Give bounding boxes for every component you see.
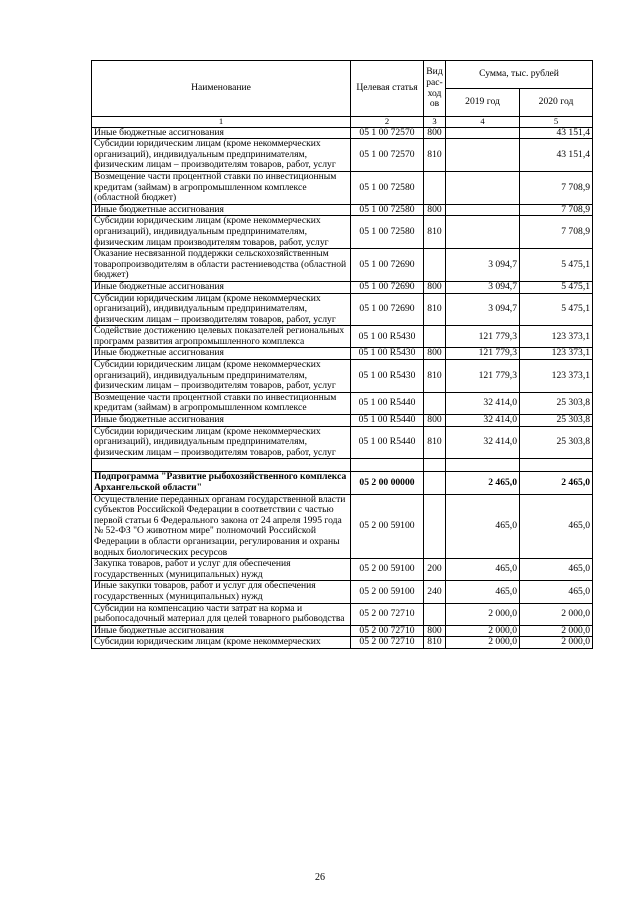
cell-sum-2020: 5 475,1 bbox=[520, 293, 593, 326]
cell-name: Иные бюджетные ассигнования bbox=[92, 127, 351, 139]
cell-type: 800 bbox=[424, 348, 446, 360]
cell-sum-2019: 3 094,7 bbox=[446, 293, 520, 326]
cell-article: 05 1 00 R5430 bbox=[351, 360, 424, 393]
cell-article: 05 1 00 R5440 bbox=[351, 415, 424, 427]
cell-name: Возмещение части процентной ставки по инвестиционным кредитам (займам) в агропромышленном комплексе bbox=[92, 392, 351, 414]
column-number: 5 bbox=[520, 117, 593, 128]
cell-article: 05 1 00 R5430 bbox=[351, 348, 424, 360]
cell-sum-2020: 465,0 bbox=[520, 581, 593, 603]
table-row bbox=[92, 171, 593, 204]
cell-sum-2019: 465,0 bbox=[446, 559, 520, 581]
cell-sum-2020: 7 708,9 bbox=[520, 171, 593, 204]
cell-sum-2019: 3 094,7 bbox=[446, 281, 520, 293]
table-row bbox=[92, 415, 593, 427]
column-number-row bbox=[92, 117, 593, 128]
cell-article: 05 2 00 72710 bbox=[351, 603, 424, 625]
cell-sum-2020: 465,0 bbox=[520, 559, 593, 581]
cell-name: Субсидии юридическим лицам (кроме некоммерческих организаций), индивидуальным предпринимателям, физическим лицам производителям товаров, работ, услуг bbox=[92, 216, 351, 249]
header-sum: Сумма, тыс. рублей bbox=[446, 61, 593, 89]
cell-name: Субсидии юридическим лицам (кроме некоммерческих bbox=[92, 637, 351, 649]
cell-name: Субсидии юридическим лицам (кроме некоммерческих организаций), индивидуальным предпринимателям, физическим лицам – производителям товаров, работ, услуг bbox=[92, 360, 351, 393]
table-row bbox=[92, 326, 593, 348]
cell-sum-2019: 121 779,3 bbox=[446, 326, 520, 348]
cell-sum-2019: 32 414,0 bbox=[446, 415, 520, 427]
cell-article: 05 1 00 72580 bbox=[351, 216, 424, 249]
cell-article: 05 1 00 72570 bbox=[351, 139, 424, 172]
cell-sum-2020: 25 303,8 bbox=[520, 392, 593, 414]
cell-name bbox=[92, 459, 351, 472]
table-row bbox=[92, 637, 593, 649]
cell-name: Иные бюджетные ассигнования bbox=[92, 415, 351, 427]
header-year-2020: 2020 год bbox=[520, 89, 593, 117]
table-row bbox=[92, 459, 593, 472]
cell-sum-2020: 2 465,0 bbox=[520, 472, 593, 494]
cell-sum-2020: 25 303,8 bbox=[520, 426, 593, 459]
cell-sum-2020: 7 708,9 bbox=[520, 204, 593, 216]
table-row bbox=[92, 281, 593, 293]
cell-name: Иные бюджетные ассигнования bbox=[92, 348, 351, 360]
cell-sum-2019 bbox=[446, 171, 520, 204]
cell-sum-2019: 121 779,3 bbox=[446, 360, 520, 393]
cell-article: 05 1 00 72690 bbox=[351, 249, 424, 282]
cell-sum-2020: 25 303,8 bbox=[520, 415, 593, 427]
cell-type: 810 bbox=[424, 293, 446, 326]
cell-type bbox=[424, 603, 446, 625]
cell-sum-2020: 5 475,1 bbox=[520, 281, 593, 293]
cell-sum-2019: 32 414,0 bbox=[446, 426, 520, 459]
cell-type bbox=[424, 459, 446, 472]
cell-article bbox=[351, 459, 424, 472]
cell-sum-2020: 43 151,4 bbox=[520, 127, 593, 139]
table-row bbox=[92, 204, 593, 216]
cell-name: Иные закупки товаров, работ и услуг для обеспечения государственных (муниципальных) нужд bbox=[92, 581, 351, 603]
cell-type bbox=[424, 171, 446, 204]
cell-sum-2019 bbox=[446, 139, 520, 172]
cell-sum-2019: 465,0 bbox=[446, 494, 520, 559]
cell-article: 05 1 00 72580 bbox=[351, 171, 424, 204]
cell-name: Оказание несвязанной поддержки сельскохозяйственным товаропроизводителям в области растениеводства (областной бюджет) bbox=[92, 249, 351, 282]
page-number: 26 bbox=[315, 872, 325, 883]
header-article: Целевая статья bbox=[351, 61, 424, 117]
cell-article: 05 1 00 R5440 bbox=[351, 392, 424, 414]
cell-name: Субсидии юридическим лицам (кроме некоммерческих организаций), индивидуальным предпринимателям, физическим лицам – производителям товаров, работ, услуг bbox=[92, 293, 351, 326]
cell-sum-2019 bbox=[446, 459, 520, 472]
table-row bbox=[92, 127, 593, 139]
cell-sum-2019 bbox=[446, 127, 520, 139]
cell-sum-2019: 2 000,0 bbox=[446, 625, 520, 637]
table-row bbox=[92, 603, 593, 625]
cell-sum-2020: 2 000,0 bbox=[520, 603, 593, 625]
column-number: 2 bbox=[351, 117, 424, 128]
cell-article: 05 1 00 R5430 bbox=[351, 326, 424, 348]
cell-name: Иные бюджетные ассигнования bbox=[92, 204, 351, 216]
table-row bbox=[92, 348, 593, 360]
cell-sum-2020: 2 000,0 bbox=[520, 637, 593, 649]
cell-article: 05 1 00 72690 bbox=[351, 293, 424, 326]
table-row bbox=[92, 293, 593, 326]
cell-type: 800 bbox=[424, 415, 446, 427]
cell-article: 05 1 00 72580 bbox=[351, 204, 424, 216]
cell-article: 05 2 00 72710 bbox=[351, 625, 424, 637]
cell-sum-2019: 465,0 bbox=[446, 581, 520, 603]
cell-type: 810 bbox=[424, 216, 446, 249]
table-row bbox=[92, 472, 593, 494]
table-row bbox=[92, 139, 593, 172]
column-number: 4 bbox=[446, 117, 520, 128]
cell-type: 200 bbox=[424, 559, 446, 581]
cell-sum-2020: 43 151,4 bbox=[520, 139, 593, 172]
cell-sum-2020 bbox=[520, 459, 593, 472]
cell-sum-2020: 123 373,1 bbox=[520, 360, 593, 393]
column-number: 3 bbox=[424, 117, 446, 128]
cell-article: 05 1 00 72690 bbox=[351, 281, 424, 293]
table-row bbox=[92, 392, 593, 414]
cell-sum-2019 bbox=[446, 216, 520, 249]
cell-sum-2020: 123 373,1 bbox=[520, 326, 593, 348]
cell-name: Субсидии юридическим лицам (кроме некоммерческих организаций), индивидуальным предпринимателям, физическим лицам – производителям товаров, работ, услуг bbox=[92, 139, 351, 172]
cell-sum-2020: 5 475,1 bbox=[520, 249, 593, 282]
table-row bbox=[92, 216, 593, 249]
cell-type: 800 bbox=[424, 281, 446, 293]
cell-type: 800 bbox=[424, 625, 446, 637]
column-number: 1 bbox=[92, 117, 351, 128]
cell-sum-2019: 2 465,0 bbox=[446, 472, 520, 494]
cell-article: 05 1 00 72570 bbox=[351, 127, 424, 139]
cell-name: Подпрограмма "Развитие рыбохозяйственного комплекса Архангельской области" bbox=[92, 472, 351, 494]
cell-type: 800 bbox=[424, 204, 446, 216]
cell-sum-2019: 2 000,0 bbox=[446, 637, 520, 649]
cell-sum-2019: 32 414,0 bbox=[446, 392, 520, 414]
cell-name: Содействие достижению целевых показателей региональных программ развития агропромышленного комплекса bbox=[92, 326, 351, 348]
cell-type: 810 bbox=[424, 426, 446, 459]
header-year-2019: 2019 год bbox=[446, 89, 520, 117]
table-row bbox=[92, 426, 593, 459]
cell-name: Возмещение части процентной ставки по инвестиционным кредитам (займам) в агропромышленном комплексе (областной бюджет) bbox=[92, 171, 351, 204]
table-row bbox=[92, 494, 593, 559]
header-name: Наименование bbox=[92, 61, 351, 117]
cell-name: Иные бюджетные ассигнования bbox=[92, 625, 351, 637]
cell-article: 05 2 00 00000 bbox=[351, 472, 424, 494]
cell-type: 810 bbox=[424, 139, 446, 172]
cell-type: 810 bbox=[424, 360, 446, 393]
header-type: Вид рас-ходов bbox=[424, 61, 446, 117]
cell-name: Субсидии юридическим лицам (кроме некоммерческих организаций), индивидуальным предпринимателям, физическим лицам – производителям товаров, работ, услуг bbox=[92, 426, 351, 459]
cell-name: Осуществление переданных органам государственной власти субъектов Российской Федерации в соответствии с частью первой статьи 6 Федерального закона от 24 апреля 1995 года № 52-ФЗ "О животном мире" полномочий Российской Федерации в области организации, регулирования и охраны водных биологических ресурсов bbox=[92, 494, 351, 559]
table-row bbox=[92, 249, 593, 282]
table-row bbox=[92, 360, 593, 393]
cell-article: 05 1 00 R5440 bbox=[351, 426, 424, 459]
cell-sum-2020: 465,0 bbox=[520, 494, 593, 559]
table-body bbox=[92, 127, 593, 648]
cell-sum-2019: 2 000,0 bbox=[446, 603, 520, 625]
cell-type bbox=[424, 392, 446, 414]
cell-sum-2020: 7 708,9 bbox=[520, 216, 593, 249]
cell-article: 05 2 00 72710 bbox=[351, 637, 424, 649]
cell-sum-2019: 121 779,3 bbox=[446, 348, 520, 360]
cell-sum-2020: 2 000,0 bbox=[520, 625, 593, 637]
table-row bbox=[92, 559, 593, 581]
cell-sum-2020: 123 373,1 bbox=[520, 348, 593, 360]
cell-type bbox=[424, 249, 446, 282]
table-row bbox=[92, 625, 593, 637]
budget-table bbox=[91, 60, 593, 649]
cell-type bbox=[424, 494, 446, 559]
table-row bbox=[92, 581, 593, 603]
cell-type bbox=[424, 326, 446, 348]
cell-name: Закупка товаров, работ и услуг для обеспечения государственных (муниципальных) нужд bbox=[92, 559, 351, 581]
cell-name: Иные бюджетные ассигнования bbox=[92, 281, 351, 293]
cell-name: Субсидии на компенсацию части затрат на корма и рыбопосадочный материал для целей товарного рыбоводства bbox=[92, 603, 351, 625]
cell-type: 240 bbox=[424, 581, 446, 603]
cell-sum-2019 bbox=[446, 204, 520, 216]
cell-article: 05 2 00 59100 bbox=[351, 494, 424, 559]
cell-type bbox=[424, 472, 446, 494]
cell-article: 05 2 00 59100 bbox=[351, 581, 424, 603]
cell-sum-2019: 3 094,7 bbox=[446, 249, 520, 282]
cell-article: 05 2 00 59100 bbox=[351, 559, 424, 581]
cell-type: 810 bbox=[424, 637, 446, 649]
cell-type: 800 bbox=[424, 127, 446, 139]
